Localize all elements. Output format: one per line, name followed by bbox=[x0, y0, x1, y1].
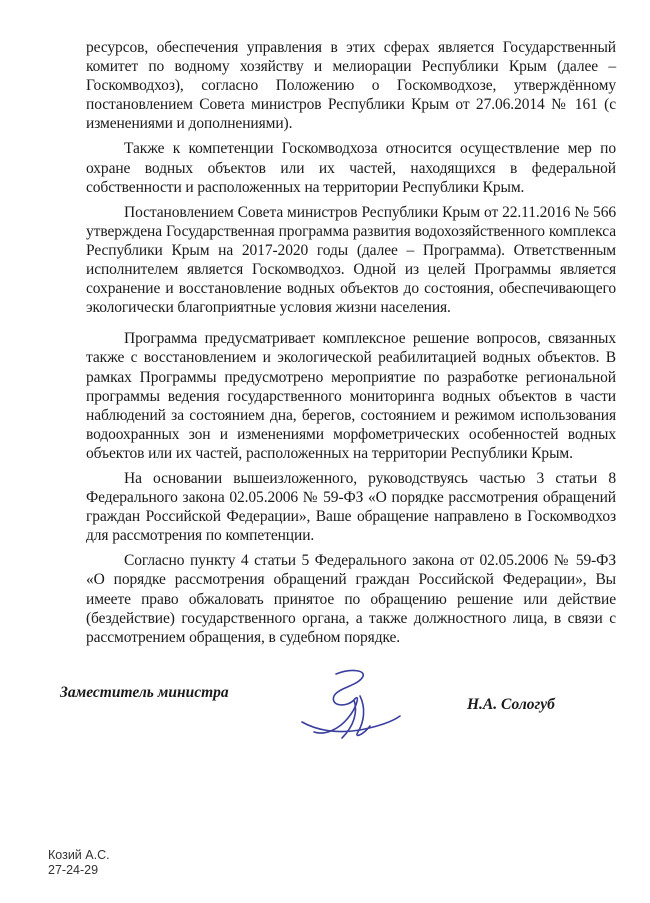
handwritten-signature bbox=[296, 666, 406, 746]
paragraph-4: Программа предусматривает комплексное решение вопросов, связанных также с восстановлением и экологической реабилитацией водных объектов. В рамках Программы предусмотрено мероприятие по разработке региональной программы ведения государственного мониторинга водных объектов в части наблюдений за состоянием дна, берегов, состоянием и режимом использования водоохранных зон и изменениями морфометрических особенностей водных объектов или их частей, расположенных на территории Республики Крым. bbox=[86, 330, 616, 462]
paragraph-2: Также к компетенции Госкомводхоза относится осуществление мер по охране водных объектов или их частей, находящихся в федеральной собственности и расположенных на территории Республики Крым. bbox=[86, 140, 616, 196]
paragraph-3: Постановлением Совета министров Республики Крым от 22.11.2016 № 566 утверждена Государственная программа развития водохозяйственного комплекса Республики Крым на 2017-2020 годы (далее – Программа). Ответственным исполнителем является Госкомводхоз. Одной из целей Программы является сохранение и восстановление водных объектов до состояния, обеспечивающего экологически благоприятные условия жизни населения. bbox=[86, 203, 616, 317]
paragraph-6: Согласно пункту 4 статьи 5 Федерального закона от 02.05.2006 № 59-ФЗ «О порядке рассмотрения обращений граждан Российской Федерации», Вы имеете право обжаловать принятое по обращению решение или действие (бездействие) государственного органа, а также должностного лица, в связи с рассмотрением обращения, в судебном порядке. bbox=[86, 552, 616, 646]
letter-body bbox=[86, 38, 616, 653]
paragraph-5: На основании вышеизложенного, руководствуясь частью 3 статьи 8 Федерального закона 02.05.2006 № 59-ФЗ «О порядке рассмотрения обращений граждан Российской Федерации», Ваше обращение направлено в Госкомводхоз для рассмотрения по компетенции. bbox=[86, 469, 616, 545]
executor-name: Козий А.С. bbox=[48, 848, 110, 862]
executor-block bbox=[48, 848, 110, 878]
executor-phone: 27-24-29 bbox=[48, 863, 99, 877]
signatory-position: Заместитель министра bbox=[60, 684, 229, 701]
signatory-name: Н.А. Сологуб bbox=[467, 696, 555, 713]
paragraph-1: ресурсов, обеспечения управления в этих сферах является Государственный комитет по водному хозяйству и мелиорации Республики Крым (далее – Госкомводхоз), согласно Положению о Госкомводхозе, утверждённому постановлением Совета министров Республики Крым от 27.06.2014 № 161 (с изменениями и дополнениями). bbox=[86, 39, 616, 133]
